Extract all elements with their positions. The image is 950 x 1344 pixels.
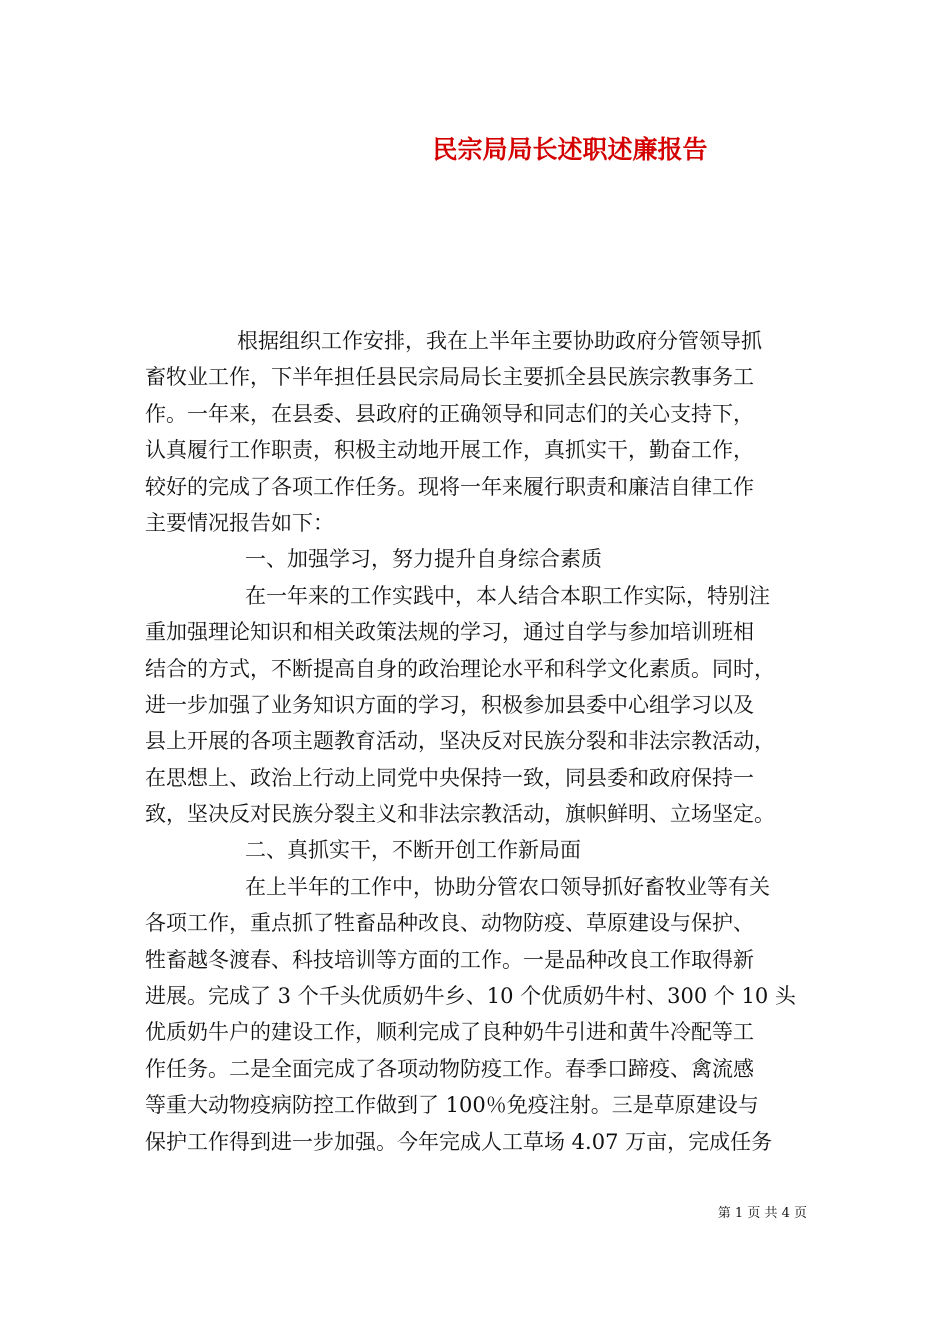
body-line: 各项工作，重点抓了牲畜品种改良、动物防疫、草原建设与保护、 [145, 911, 754, 936]
body-line: 等重大动物疫病防控工作做到了 100％免疫注射。三是草原建设与 [145, 1093, 759, 1118]
section-heading: 二、真抓实干，不断开创工作新局面 [245, 838, 581, 863]
body-line: 进一步加强了业务知识方面的学习，积极参加县委中心组学习以及 [145, 692, 754, 717]
body-line: 优质奶牛户的建设工作，顺利完成了良种奶牛引进和黄牛冷配等工 [145, 1020, 754, 1045]
body-line: 进展。完成了 3 个千头优质奶牛乡、10 个优质奶牛村、300 个 10 头 [145, 984, 796, 1009]
body-line: 在一年来的工作实践中，本人结合本职工作实际，特别注 [245, 583, 770, 608]
page-number: 第 1 页 共 4 页 [717, 1206, 807, 1221]
body-line: 保护工作得到进一步加强。今年完成人工草场 4.07 万亩，完成任务 [145, 1129, 773, 1154]
body-line: 认真履行工作职责，积极主动地开展工作，真抓实干，勤奋工作， [145, 438, 754, 463]
document-title: 民宗局局长述职述廉报告 [432, 135, 708, 164]
document-body [145, 323, 809, 1160]
body-line: 在思想上、政治上行动上同党中央保持一致，同县委和政府保持一 [145, 765, 754, 790]
body-line: 牲畜越冬渡春、科技培训等方面的工作。一是品种改良工作取得新 [145, 947, 754, 972]
body-line: 根据组织工作安排，我在上半年主要协助政府分管领导抓 [237, 329, 762, 353]
body-line: 作任务。二是全面完成了各项动物防疫工作。春季口蹄疫、禽流感 [145, 1056, 754, 1081]
body-line: 重加强理论知识和相关政策法规的学习，通过自学与参加培训班相 [145, 620, 754, 645]
body-line: 县上开展的各项主题教育活动，坚决反对民族分裂和非法宗教活动， [145, 729, 775, 754]
body-line: 结合的方式，不断提高自身的政治理论水平和科学文化素质。同时， [145, 656, 775, 681]
body-line: 主要情况报告如下： [145, 510, 334, 535]
body-line: 畜牧业工作，下半年担任县民宗局局长主要抓全县民族宗教事务工 [145, 365, 754, 390]
body-line: 在上半年的工作中，协助分管农口领导抓好畜牧业等有关 [245, 874, 770, 899]
body-line: 作。一年来，在县委、县政府的正确领导和同志们的关心支持下， [145, 401, 754, 426]
section-heading: 一、加强学习，努力提升自身综合素质 [245, 547, 602, 572]
body-line: 较好的完成了各项工作任务。现将一年来履行职责和廉洁自律工作 [145, 474, 754, 499]
body-line: 致，坚决反对民族分裂主义和非法宗教活动，旗帜鲜明、立场坚定。 [145, 802, 775, 827]
